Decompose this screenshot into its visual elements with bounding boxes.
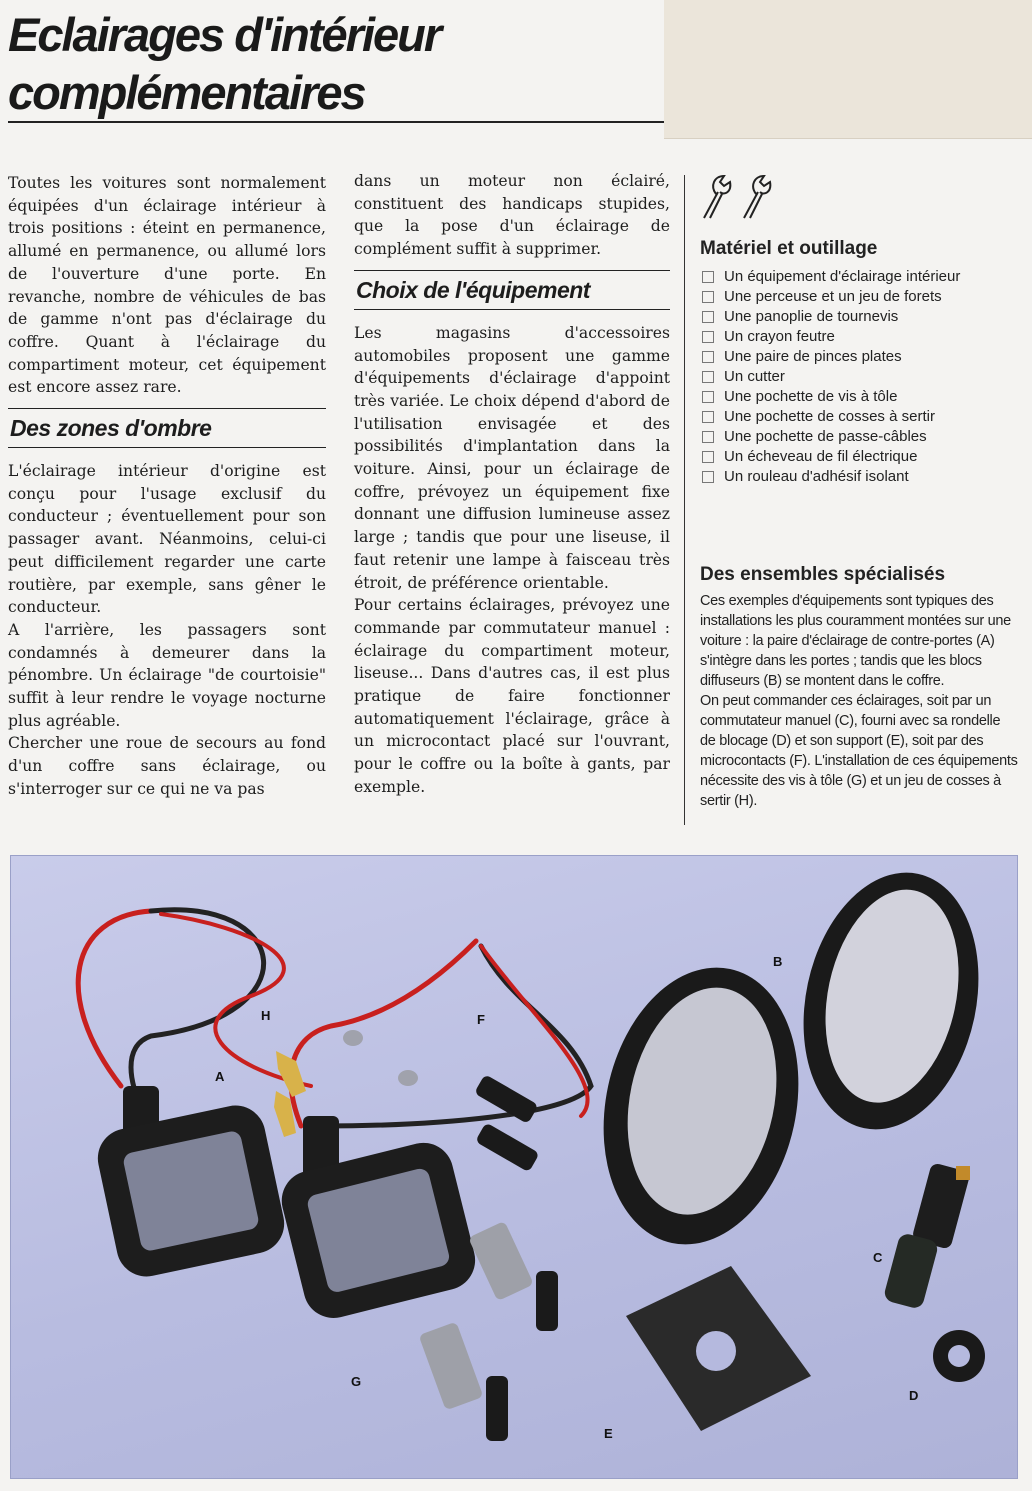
- title-rule: [8, 121, 664, 123]
- checklist-item: Une panoplie de tournevis: [700, 307, 1018, 327]
- diffuser-b-left: [579, 949, 823, 1262]
- title-line-2: complémentaires: [8, 66, 365, 119]
- paragraph-zones-1: L'éclairage intérieur d'origine est conçu pour l'usage exclusif du conducteur ; éventuellement pour son passager avant. Néanmoins, celui-ci peut difficilement regarder une carte routière, par exemple, sans gêner le conducteur.: [8, 462, 326, 617]
- door-lamp-a-left: [92, 1086, 289, 1282]
- checklist-item: Une pochette de cosses à sertir: [700, 407, 1018, 427]
- paragraph-choix-1: Les magasins d'accessoires automobiles proposent une gamme d'équipements d'éclairage d'appoint très variée. Le choix dépend d'abord de l'utilisation envisagée et des possibilités d'implantation dans la voiture. Ainsi, pour un éclairage de coffre, prévoyez un équipement fixe donnant une diffusion lumineuse assez large ; tandis que pour une liseuse, il faut retenir une lampe à faisceau très étroit, de préférence orientable.: [354, 323, 670, 592]
- page-title: [8, 6, 440, 122]
- support-e: [626, 1266, 811, 1431]
- checkbox-icon: [702, 331, 714, 343]
- sidebar: [700, 172, 1018, 811]
- photo-label-e: E: [604, 1426, 613, 1441]
- photo-label-f: F: [477, 1012, 485, 1027]
- checkbox-icon: [702, 271, 714, 283]
- switch-c: [883, 1162, 971, 1310]
- sheet-screws-g: [343, 1030, 418, 1086]
- photo-label-b: B: [773, 954, 783, 969]
- column-1: [8, 172, 326, 801]
- checklist-item: Un rouleau d'adhésif isolant: [700, 467, 1018, 487]
- paragraph-zones-3: Chercher une roue de secours au fond d'un coffre sans éclairage, ou s'interroger sur ce qui ne va pas: [8, 734, 326, 798]
- section-heading-zones: Des zones d'ombre: [8, 408, 326, 448]
- title-line-1: Eclairages d'intérieur: [8, 8, 441, 61]
- checkbox-icon: [702, 391, 714, 403]
- sidebar-heading-materiel: Matériel et outillage: [700, 238, 878, 259]
- paragraph-continued: dans un moteur non éclairé, constituent des handicaps stupides, que la pose d'un éclairage de complément suffit à supprimer.: [354, 172, 670, 259]
- checklist-item: Un équipement d'éclairage intérieur: [700, 267, 1018, 287]
- photo-label-a: A: [215, 1069, 225, 1084]
- photo-label-g: G: [351, 1374, 362, 1389]
- checklist-item: Un crayon feutre: [700, 327, 1018, 347]
- tool-checklist: [700, 267, 1018, 487]
- checklist-item: Une paire de pinces plates: [700, 347, 1018, 367]
- checkbox-icon: [702, 371, 714, 383]
- checkbox-icon: [702, 471, 714, 483]
- section-heading-choix: Choix de l'équipement: [354, 270, 670, 310]
- photo-label-c: C: [873, 1250, 883, 1265]
- checkbox-icon: [702, 451, 714, 463]
- checklist-item: Une pochette de passe-câbles: [700, 427, 1018, 447]
- checklist-item: Une perceuse et un jeu de forets: [700, 287, 1018, 307]
- sidebar-heading-ensembles: Des ensembles spécialisés: [700, 564, 946, 585]
- equipment-photo: [10, 855, 1018, 1479]
- h-sleeves: [474, 1074, 540, 1172]
- checklist-item: Un écheveau de fil électrique: [700, 447, 1018, 467]
- door-lamp-a-right: [275, 1116, 481, 1324]
- sidebar-paragraph-1: Ces exemples d'équipements sont typiques des installations les plus couramment montées sur une voiture : la paire d'éclairage de contre-portes (A) s'intègre dans les portes ; tandis que les blocs diffuseurs (B) se montent dans le coffre.: [700, 593, 1011, 689]
- paragraph-zones-2: A l'arrière, les passagers sont condamnés à demeurer dans la pénombre. Un éclairage "de courtoisie" suffit à leur rendre le voyage nocturne plus agréable.: [8, 620, 326, 730]
- intro-paragraph: Toutes les voitures sont normalement équipées d'un éclairage intérieur à trois positions : éteint en permanence, allumé en permanence, ou allumé lors de l'ouverture d'une porte. En revanche, nombre de véhicules de bas de gamme n'ont pas d'éclairage du coffre. Quant à l'éclairage du compartiment moteur, cet équipement est encore assez rare.: [8, 174, 326, 397]
- column-2: [354, 170, 670, 799]
- checkbox-icon: [702, 291, 714, 303]
- corner-card: [664, 0, 1032, 139]
- checklist-item: Un cutter: [700, 367, 1018, 387]
- wrench-icon: [700, 172, 780, 224]
- checkbox-icon: [702, 411, 714, 423]
- equipment-illustration: [11, 856, 1017, 1478]
- paragraph-choix-2: Pour certains éclairages, prévoyez une commande par commutateur manuel : éclairage du compartiment moteur, liseuse... Dans d'autres cas, il est plus pratique de faire fonctionner automatiquement l'éclairage, grâce à un microcontact placé sur l'ouvrant, pour le coffre ou la boîte à gants, par exemple.: [354, 596, 670, 796]
- checkbox-icon: [702, 431, 714, 443]
- checkbox-icon: [702, 351, 714, 363]
- diffuser-b-right: [781, 856, 1001, 1146]
- photo-label-h: H: [261, 1008, 271, 1023]
- sidebar-divider: [684, 175, 685, 825]
- checklist-item: Une pochette de vis à tôle: [700, 387, 1018, 407]
- photo-label-d: D: [909, 1388, 919, 1403]
- sidebar-paragraph-2: On peut commander ces éclairages, soit par un commutateur manuel (C), fourni avec sa rondelle de blocage (D) et son support (E), soit par des microcontacts (F). L'installation de ces équipements nécessite des vis à tôle (G) et un jeu de cosses à sertir (H).: [700, 693, 1018, 809]
- checkbox-icon: [702, 311, 714, 323]
